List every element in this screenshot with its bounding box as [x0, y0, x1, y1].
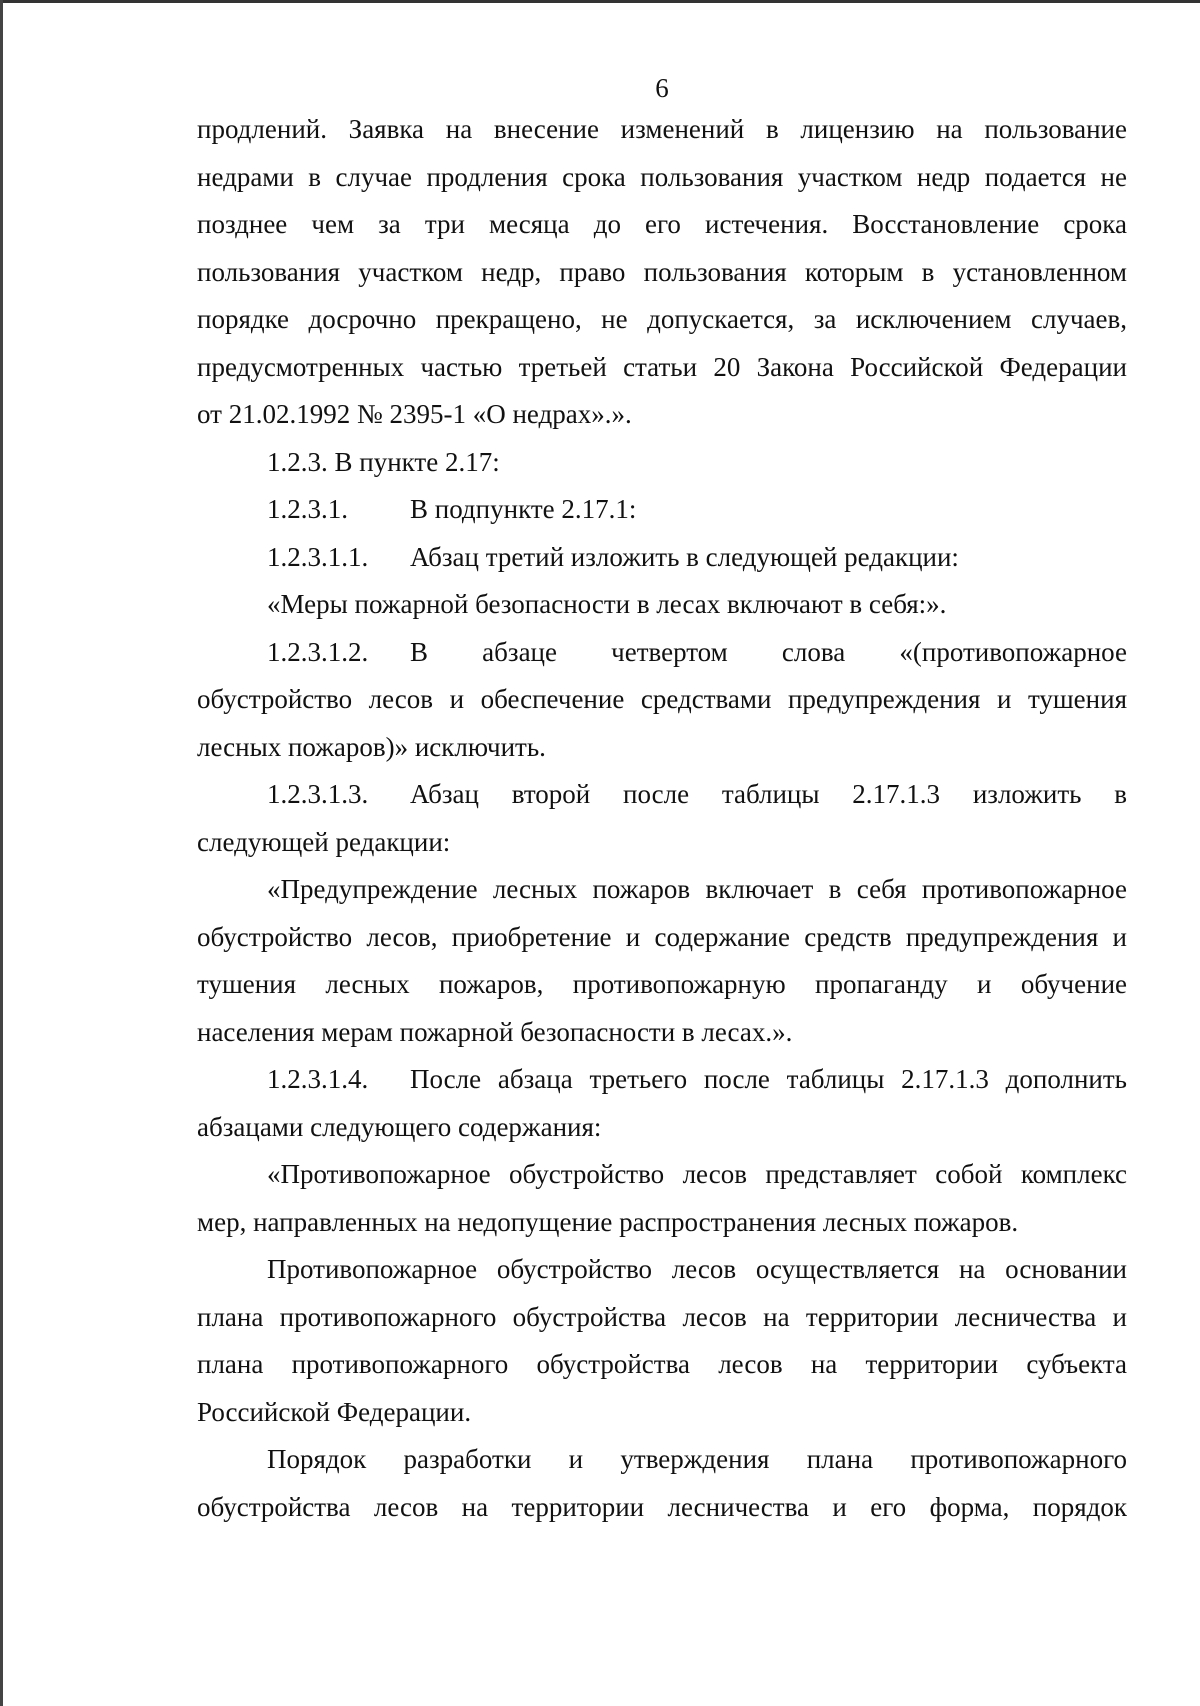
item-number: 1.2.3.1.	[267, 494, 348, 524]
text-line: «Предупреждение лесных пожаров включает в себя противопожарное	[267, 874, 1127, 904]
text-line: абзацами следующего содержания:	[197, 1111, 602, 1142]
item-1-2-3-1-2	[197, 629, 1127, 772]
item-1-2-3-1-1	[197, 534, 1127, 582]
text-line: обустройства лесов на территории лесничества и его форма, порядок	[197, 1491, 1127, 1522]
text-line: «Противопожарное обустройство лесов представляет собой комплекс	[267, 1159, 1127, 1189]
text-line: позднее чем за три месяца до его истечения. Восстановление срока	[197, 209, 1127, 239]
text-line: мер, направленных на недопущение распространения лесных пожаров.	[197, 1206, 1019, 1237]
paragraph-license-extension	[197, 106, 1127, 439]
text-line: недрами в случае продления срока пользования участком недр подается не	[197, 161, 1127, 192]
quote-fire-safety-measures: «Меры пожарной безопасности в лесах включают в себя:».	[267, 589, 947, 619]
text-line: Российской Федерации.	[197, 1396, 472, 1427]
text-line: плана противопожарного обустройства лесов на территории субъекта	[197, 1349, 1127, 1379]
text-line: обустройство лесов, приобретение и содержание средств предупреждения и	[197, 921, 1127, 952]
item-1-2-3-1-3	[197, 771, 1127, 866]
item-text: Абзац второй после таблицы 2.17.1.3 изложить в	[410, 779, 1127, 809]
text-line: лесных пожаров)» исключить.	[197, 731, 546, 762]
item-1-2-3: 1.2.3. В пункте 2.17:	[267, 446, 500, 477]
scan-border-top	[0, 0, 1200, 3]
item-text: В абзаце четвертом слова «(противопожарное	[410, 636, 1127, 667]
text-line: Противопожарное обустройство лесов осуществляется на основании	[267, 1254, 1127, 1284]
item-first-line	[197, 771, 1127, 819]
page-number: 6	[655, 73, 669, 103]
text-line: тушения лесных пожаров, противопожарную пропаганду и обучение	[197, 969, 1127, 999]
item-number: 1.2.3.1.4.	[267, 1064, 369, 1094]
paragraph-fire-plan	[197, 1246, 1127, 1436]
text-line: от 21.02.1992 № 2395-1 «О недрах».».	[197, 399, 632, 429]
document-page	[197, 68, 1127, 1531]
item-text: После абзаца третьего после таблицы 2.17.1.3 дополнить	[410, 1064, 1127, 1094]
paragraph-procedure	[197, 1436, 1127, 1531]
text-line: населения мерам пожарной безопасности в лесах.».	[197, 1016, 793, 1047]
text-line: пользования участком недр, право пользования которым в установленном	[197, 256, 1127, 287]
text-line: плана противопожарного обустройства лесов на территории лесничества и	[197, 1301, 1127, 1332]
item-number: 1.2.3.1.1.	[267, 541, 369, 572]
item-text: В подпункте 2.17.1:	[410, 494, 637, 524]
item-number: 1.2.3.1.2.	[267, 636, 369, 667]
item-1-2-3-1	[197, 486, 1127, 534]
quote-fire-arrangement	[197, 1151, 1127, 1246]
text-line: порядке досрочно прекращено, не допускается, за исключением случаев,	[197, 304, 1127, 334]
item-text: Абзац третий изложить в следующей редакции:	[410, 541, 959, 572]
item-1-2-3-1-4	[197, 1056, 1127, 1151]
quote-fire-prevention	[197, 866, 1127, 1056]
scan-border-left	[0, 0, 3, 1706]
text-line: следующей редакции:	[197, 826, 451, 857]
item-first-line	[197, 1056, 1127, 1104]
text-line: Порядок разработки и утверждения плана противопожарного	[267, 1444, 1127, 1474]
text-line: предусмотренных частью третьей статьи 20 Закона Российской Федерации	[197, 351, 1127, 382]
text-line: обустройство лесов и обеспечение средствами предупреждения и тушения	[197, 684, 1127, 714]
item-first-line	[197, 629, 1127, 677]
text-line: продлений. Заявка на внесение изменений в лицензию на пользование	[197, 114, 1127, 144]
item-number: 1.2.3.1.3.	[267, 779, 369, 809]
